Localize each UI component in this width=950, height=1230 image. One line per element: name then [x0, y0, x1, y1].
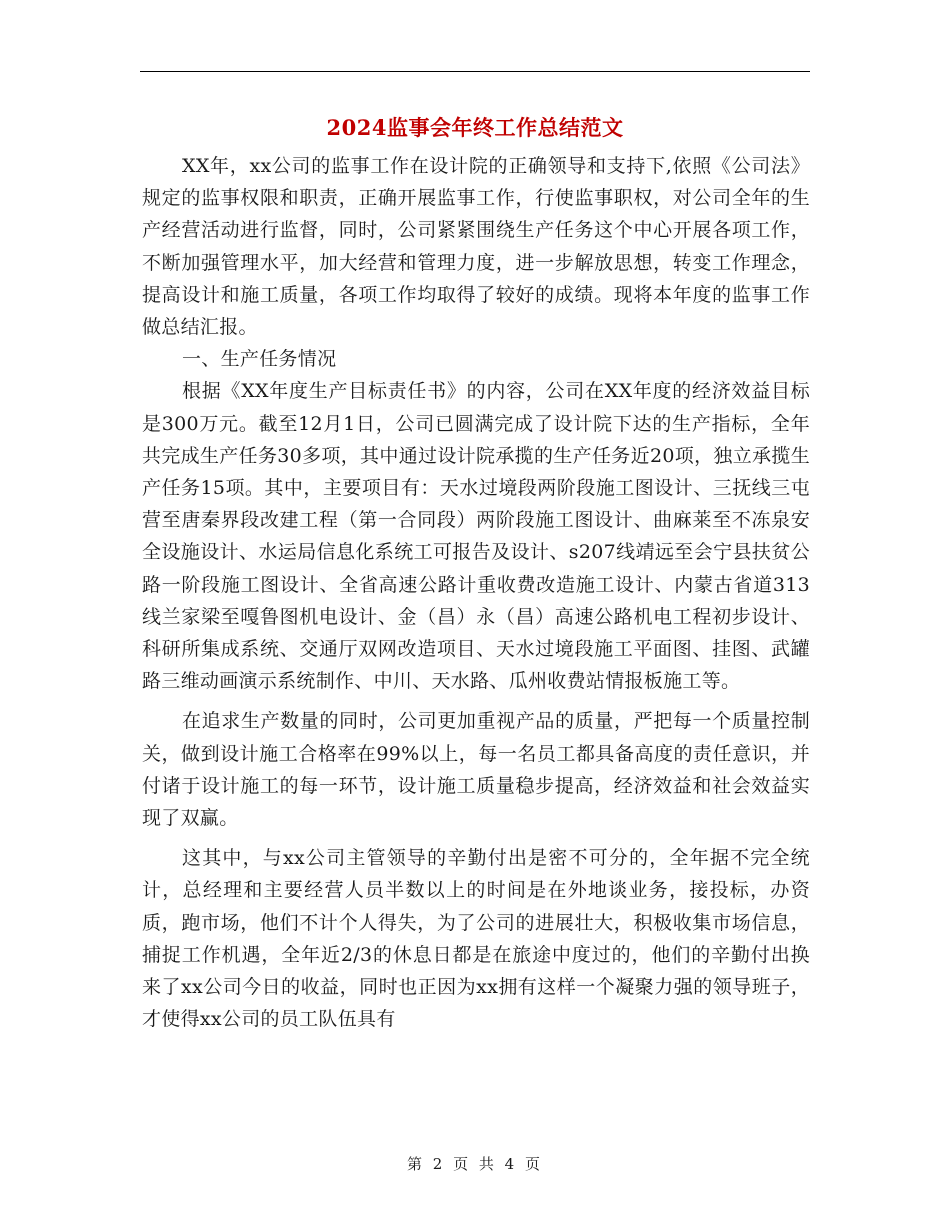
header-rule: [140, 71, 810, 72]
document-body: [142, 150, 810, 1035]
paragraph-quality: 在追求生产数量的同时，公司更加重视产品的质量，严把每一个质量控制关，做到设计施工合格率在99%以上，每一名员工都具备高度的责任意识，并付诸于设计施工的每一环节，设计施工质量稳步提高，经济效益和社会效益实现了双赢。: [142, 710, 810, 830]
page-footer: [0, 1153, 950, 1174]
page-number: 第 2 页 共 4 页: [407, 1155, 543, 1173]
paragraph-leadership: 这其中，与xx公司主管领导的辛勤付出是密不可分的，全年据不完全统计，总经理和主要经营人员半数以上的时间是在外地谈业务，接投标，办资质，跑市场，他们不计个人得失，为了公司的进展壮大，积极收集市场信息，捕捉工作机遇，全年近2/3的休息日都是在旅途中度过的，他们的辛勤付出换来了xx公司今日的收益，同时也正因为xx拥有这样一个凝聚力强的领导班子，才使得xx公司的员工队伍具有: [142, 847, 810, 1031]
paragraph-intro: XX年，xx公司的监事工作在设计院的正确领导和支持下,依照《公司法》规定的监事权限和职责，正确开展监事工作，行使监事职权，对公司全年的生产经营活动进行监督，同时，公司紧紧围绕生产任务这个中心开展各项工作，不断加强管理水平，加大经营和管理力度，进一步解放思想，转变工作理念，提高设计和施工质量，各项工作均取得了较好的成绩。现将本年度的监事工作做总结汇报。: [142, 155, 810, 339]
paragraph-production: 根据《XX年度生产目标责任书》的内容，公司在XX年度的经济效益目标是300万元。截至12月1日，公司已圆满完成了设计院下达的生产指标，全年共完成生产任务30多项，其中通过设计院承揽的生产任务近20项，独立承揽生产任务15项。其中，主要项目有：天水过境段两阶段施工图设计、三抚线三屯营至唐秦界段改建工程（第一合同段）两阶段施工图设计、曲麻莱至不冻泉安全设施设计、水运局信息化系统工可报告及设计、s207线靖远至会宁县扶贫公路一阶段施工图设计、全省高速公路计重收费改造施工设计、内蒙古省道313线兰家梁至嘎鲁图机电设计、金（昌）永（昌）高速公路机电工程初步设计、科研所集成系统、交通厅双网改造项目、天水过境段施工平面图、挂图、武罐路三维动画演示系统制作、中川、天水路、瓜州收费站情报板施工等。: [142, 380, 810, 693]
document-title: 2024监事会年终工作总结范文: [326, 115, 624, 140]
section-heading: 一、生产任务情况: [182, 348, 337, 371]
